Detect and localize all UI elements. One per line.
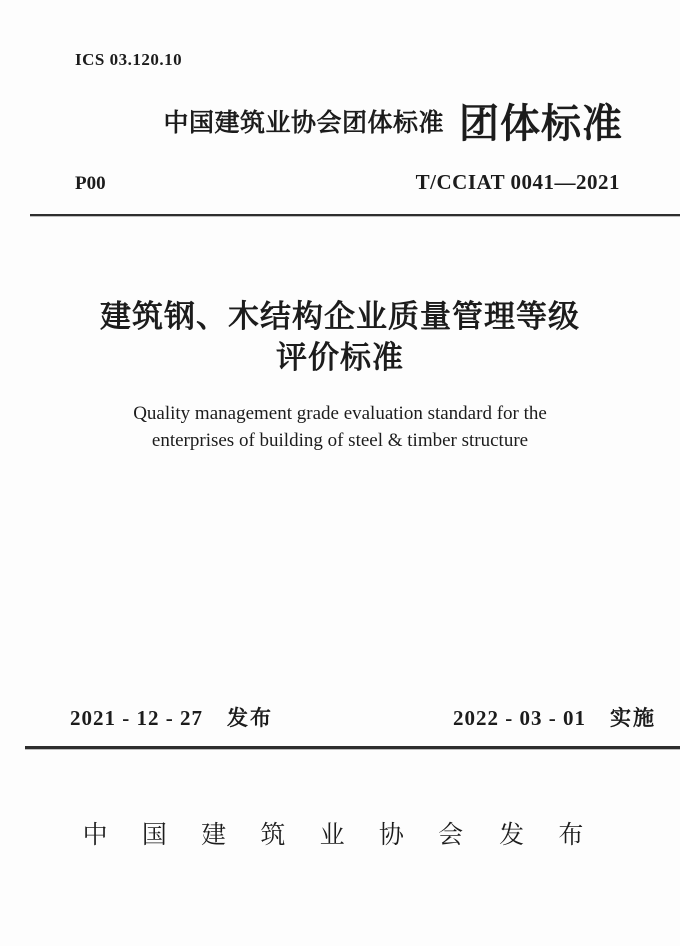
issue-date-label: 发布 xyxy=(227,707,273,730)
implement-date: 2022 - 03 - 01 xyxy=(453,706,586,730)
document-title-chinese xyxy=(0,296,680,378)
document-title-english xyxy=(0,400,680,454)
association-standard-label: 中国建筑业协会团体标准 xyxy=(163,108,444,137)
ics-code: ICS 03.120.10 xyxy=(75,50,183,69)
standard-number: T/CCIAT 0041—2021 xyxy=(415,170,620,194)
publisher-name: 中 国 建 筑 业 协 会 xyxy=(82,822,478,849)
title-cn-line1: 建筑钢、木结构企业质量管理等级 xyxy=(100,299,580,334)
implement-date-label: 实施 xyxy=(610,707,656,730)
publisher-action-label: 发 布 xyxy=(499,822,598,849)
top-horizontal-rule xyxy=(30,214,680,217)
classification-code: P00 xyxy=(75,173,106,194)
issue-date-group xyxy=(70,702,273,732)
title-en-line2: enterprises of building of steel & timber structure xyxy=(151,430,529,451)
header-row xyxy=(163,92,623,149)
implement-date-group xyxy=(453,702,656,732)
title-en-line1: Quality management grade evaluation standard for the xyxy=(133,403,547,424)
title-cn-line2: 评价标准 xyxy=(276,340,404,375)
dates-row xyxy=(70,702,656,732)
standard-type-title: 团体标准 xyxy=(459,102,623,146)
issue-date: 2021 - 12 - 27 xyxy=(70,706,203,730)
publisher-row xyxy=(0,815,680,851)
number-row xyxy=(75,170,620,195)
bottom-horizontal-rule xyxy=(25,746,680,750)
